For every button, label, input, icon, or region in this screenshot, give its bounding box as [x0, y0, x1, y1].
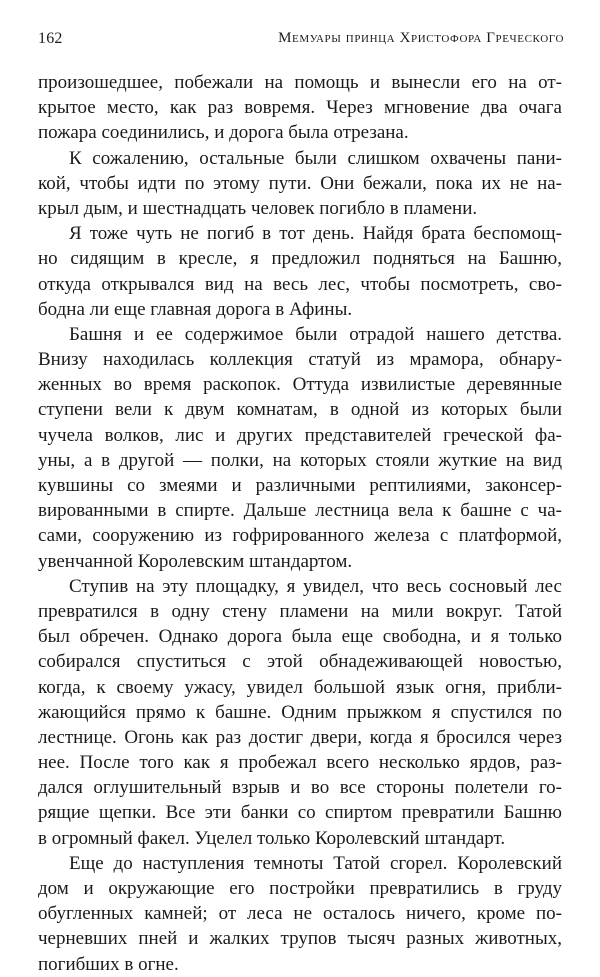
text-line: жающийся прямо к башне. Одним прыжком я спустился по — [38, 701, 562, 723]
text-line: крыл дым, и шестнадцать человек погибло в пламени. — [38, 197, 478, 219]
text-line: в огромный факел. Уцелел только Королевский штандарт. — [38, 827, 506, 849]
text-line: ступени вели к двум комнатам, в одной из которых были — [38, 399, 562, 421]
text-line: кувшины со змеями и различными рептилиями, законсер- — [38, 475, 562, 496]
text-line: кой, чтобы идти по этому пути. Они бежали, пока их не на- — [38, 172, 562, 194]
text-line: собирался спуститься с этой обнадеживающей новостью, — [38, 651, 562, 673]
text-line: уны, а в другой — полки, на которых стояли жуткие на вид — [38, 449, 562, 471]
text-line: черневших пней и жалких трупов тысяч разных животных, — [38, 928, 562, 950]
text-line: сами, сооружению из гофрированного железа с платформой, — [38, 525, 562, 547]
text-line: К сожалению, остальные были слишком охвачены пани- — [69, 147, 562, 169]
text-line: Ступив на эту площадку, я увидел, что весь сосновый лес — [69, 575, 562, 597]
page-header — [38, 30, 564, 52]
text-line: превратился в одну стену пламени на мили вокруг. Татой — [38, 600, 562, 622]
text-line: рящие щепки. Все эти банки со спиртом превратили Башню — [38, 802, 562, 824]
text-line: Еще до наступления темноты Татой сгорел. Королевский — [69, 852, 562, 874]
text-line: дался оглушительный взрыв и во все стороны полетели го- — [38, 777, 562, 799]
text-line: лестнице. Огонь как раз достиг двери, когда я бросился через — [38, 726, 562, 748]
text-line: когда, к своему ужасу, увидел большой язык огня, прибли- — [38, 676, 562, 698]
text-line: нее. После того как я пробежал всего несколько ярдов, раз- — [38, 752, 562, 774]
running-head: Мемуары принца Христофора Греческого — [278, 30, 564, 46]
text-line: обугленных камней; от леса не осталось ничего, кроме по- — [38, 903, 562, 925]
text-line: увенчанной Королевским штандартом. — [38, 550, 353, 572]
text-line: Башня и ее содержимое были отрадой нашего детства. — [69, 323, 562, 345]
text-line: откуда открывался вид на весь лес, чтобы посмотреть, сво- — [38, 273, 562, 295]
text-line: дом и окружающие его постройки превратились в груду — [38, 878, 562, 899]
text-line: бодна ли еще главная дорога в Афины. — [38, 298, 353, 320]
body-text — [38, 70, 562, 977]
text-line: погибших в огне. — [38, 953, 179, 975]
text-line: Я тоже чуть не погиб в тот день. Найдя брата беспомощ- — [69, 223, 562, 245]
text-line: чучела волков, лис и других представителей греческой фа- — [38, 424, 562, 446]
text-line: вированными в спирте. Дальше лестница вела к башне с ча- — [38, 500, 562, 522]
text-line: но сидящим в кресле, я предложил подняться на Башню, — [38, 248, 562, 270]
text-line: был обречен. Однако дорога была еще свободна, и я только — [38, 626, 562, 648]
page-number: 162 — [38, 30, 63, 47]
text-line: произошедшее, побежали на помощь и вынесли его на от- — [38, 72, 562, 93]
text-line: женных во время раскопок. Оттуда извилистые деревянные — [38, 374, 562, 396]
text-line: крытое место, как раз вовремя. Через мгновение два очага — [38, 97, 562, 119]
text-line: пожара соединились, и дорога была отрезана. — [38, 122, 409, 144]
text-line: Внизу находилась коллекция статуй из мрамора, обнару- — [38, 349, 562, 371]
